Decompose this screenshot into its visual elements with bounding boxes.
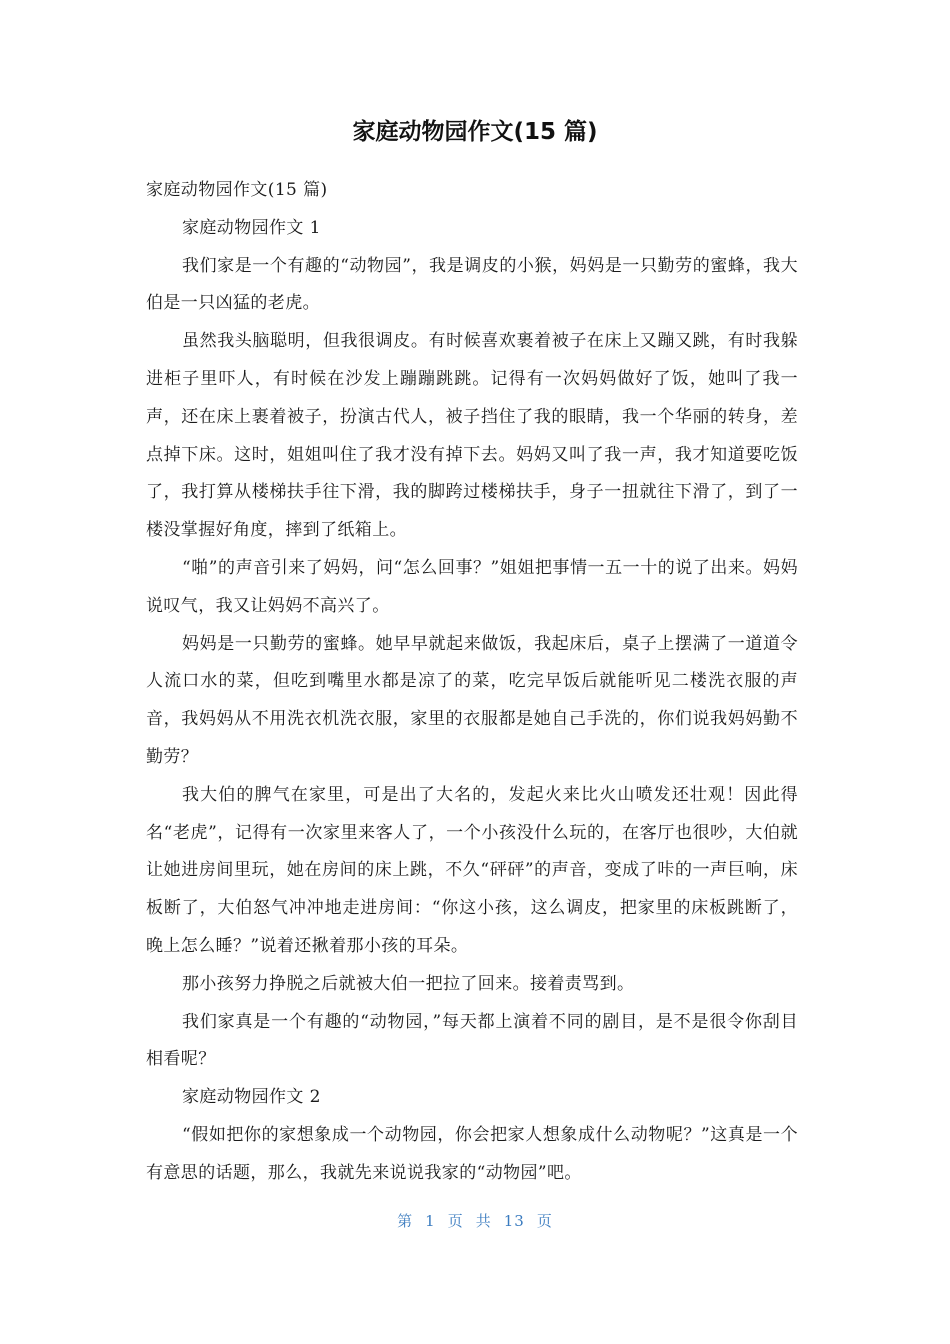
paragraph: 我们家是一个有趣的“动物园”，我是调皮的小猴，妈妈是一只勤劳的蜜蜂，我大伯是一只凶猛的老虎。 [146, 255, 798, 314]
footer-label-pages: 页 [536, 1212, 553, 1230]
paragraph: 那小孩努力挣脱之后就被大伯一把拉了回来。接着责骂到。 [182, 973, 635, 994]
footer-current-page: 1 [425, 1212, 436, 1230]
paragraph: 家庭动物园作文(15 篇) [146, 180, 328, 200]
document-body [146, 172, 798, 1193]
footer-label-page: 第 [397, 1212, 414, 1230]
paragraph: “假如把你的家想象成一个动物园，你会把家人想象成什么动物呢？”这真是一个有意思的话题，那么，我就先来说说我家的“动物园”吧。 [146, 1124, 798, 1183]
page-footer [0, 1210, 950, 1231]
paragraph: “啪”的声音引来了妈妈，问“怎么回事？”姐姐把事情一五一十的说了出来。妈妈说叹气，我又让妈妈不高兴了。 [146, 557, 798, 616]
document-title: 家庭动物园作文(15 篇) [352, 119, 598, 145]
paragraph: 妈妈是一只勤劳的蜜蜂。她早早就起来做饭，我起床后，桌子上摆满了一道道令人流口水的菜，但吃到嘴里水都是凉了的菜，吃完早饭后就能听见二楼洗衣服的声音，我妈妈从不用洗衣机洗衣服，家里的衣服都是她自己手洗的，你们说我妈妈勤不勤劳？ [146, 633, 798, 767]
footer-label-of: 页 [447, 1212, 464, 1230]
footer-label-total: 共 [475, 1212, 492, 1230]
section-heading: 家庭动物园作文 1 [182, 217, 321, 238]
paragraph: 我大伯的脾气在家里，可是出了大名的，发起火来比火山喷发还壮观！因此得名“老虎”，记得有一次家里来客人了，一个小孩没什么玩的，在客厅也很吵，大伯就让她进房间里玩，她在房间的床上跳，不久“砰砰”的声音，变成了咔的一声巨响，床板断了，大伯怒气冲冲地走进房间：“你这小孩，这么调皮，把家里的床板跳断了，晚上怎么睡？”说着还揪着那小孩的耳朵。 [146, 784, 798, 956]
footer-total-pages: 13 [503, 1212, 525, 1230]
section-heading: 家庭动物园作文 2 [182, 1087, 321, 1108]
paragraph: 我们家真是一个有趣的“动物园，”每天都上演着不同的剧目，是不是很令你刮目相看呢？ [146, 1011, 798, 1070]
paragraph: 虽然我头脑聪明，但我很调皮。有时候喜欢裹着被子在床上又蹦又跳，有时我躲进柜子里吓人，有时候在沙发上蹦蹦跳跳。记得有一次妈妈做好了饭，她叫了我一声，还在床上裹着被子，扮演古代人，被子挡住了我的眼睛，我一个华丽的转身，差点掉下床。这时，姐姐叫住了我才没有掉下去。妈妈又叫了我一声，我才知道要吃饭了，我打算从楼梯扶手往下滑，我的脚跨过楼梯扶手，身子一扭就往下滑了，到了一楼没掌握好角度，摔到了纸箱上。 [146, 331, 798, 541]
